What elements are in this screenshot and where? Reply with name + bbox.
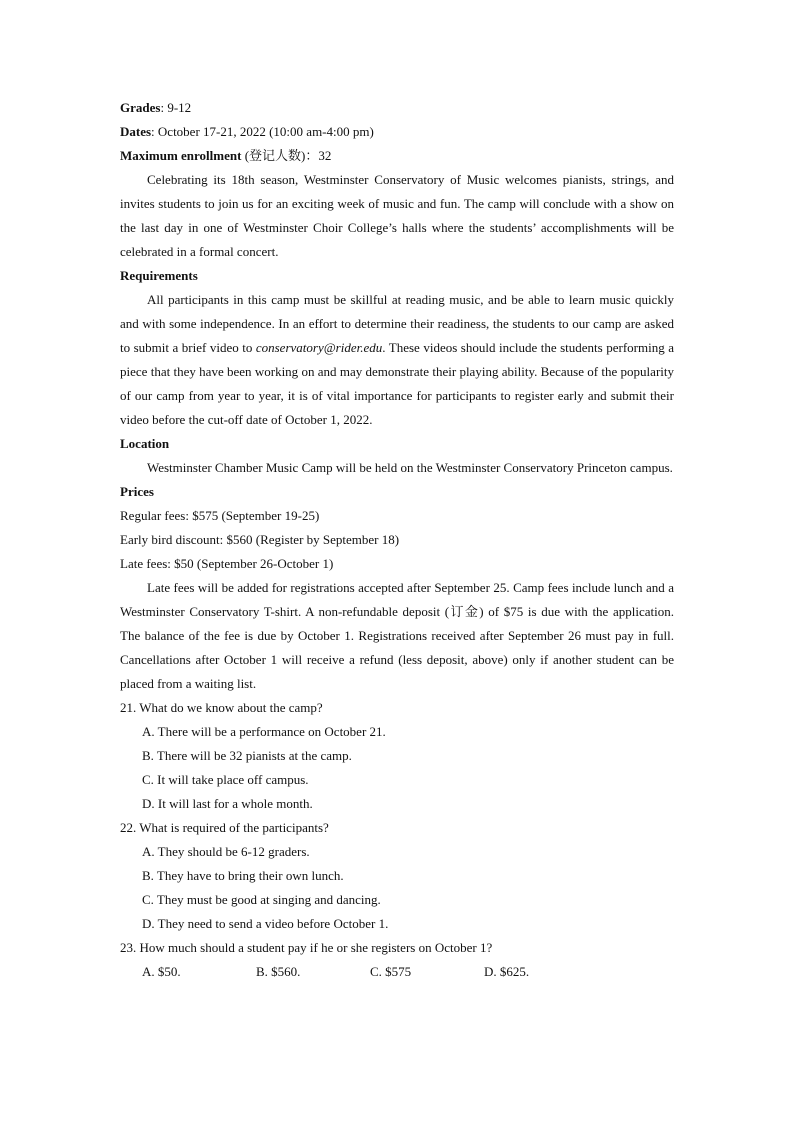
requirements-paragraph bbox=[120, 288, 674, 432]
option-b: B. $560. bbox=[256, 964, 301, 979]
question-21 bbox=[120, 696, 674, 816]
enrollment-note: (登记人数) bbox=[241, 148, 306, 163]
question-stem: 23. How much should a student pay if he or she registers on October 1? bbox=[120, 940, 493, 955]
option-d: D. They need to send a video before October 1. bbox=[142, 916, 389, 931]
requirements-heading: Requirements bbox=[120, 268, 198, 283]
question-stem: 21. What do we know about the camp? bbox=[120, 700, 323, 715]
option-a: A. There will be a performance on October 21. bbox=[142, 724, 386, 739]
option-a: A. They should be 6-12 graders. bbox=[142, 844, 310, 859]
location-heading: Location bbox=[120, 436, 170, 451]
grades-value: : 9-12 bbox=[160, 100, 192, 115]
intro-paragraph: Celebrating its 18th season, Westminster Conservatory of Music welcomes pianists, strings, and invites students to join us for an exciting week of music and fun. The camp will conclude with a show on the last day in one of Westminster Choir College’s halls where the students’ accomplishments will be celebrated in a formal concert. bbox=[120, 172, 674, 259]
enrollment-line bbox=[120, 144, 674, 168]
option-c: C. It will take place off campus. bbox=[142, 772, 309, 787]
regular-fees: Regular fees: $575 (September 19-25) bbox=[120, 508, 320, 523]
option-b: B. There will be 32 pianists at the camp. bbox=[142, 748, 352, 763]
grades-line bbox=[120, 96, 674, 120]
option-list bbox=[120, 720, 674, 816]
enrollment-label: Maximum enrollment bbox=[120, 148, 242, 163]
dates-value: : October 17-21, 2022 (10:00 am-4:00 pm) bbox=[151, 124, 374, 139]
early-bird-fees: Early bird discount: $560 (Register by September 18) bbox=[120, 532, 400, 547]
option-c: C. They must be good at singing and dancing. bbox=[142, 892, 381, 907]
document-page bbox=[120, 96, 674, 984]
question-23 bbox=[120, 936, 674, 984]
email-address: conservatory@rider.edu bbox=[255, 340, 383, 355]
dates-line bbox=[120, 120, 674, 144]
prices-heading: Prices bbox=[120, 484, 154, 499]
option-d: D. It will last for a whole month. bbox=[142, 796, 313, 811]
requirements-text-after: . These videos should include the students performing a piece that they have been working on and may demonstrate their playing ability. Because of the popularity of our camp from year to year, it is of vital importance for participants to register early and submit their video before the cut-off date of October 1, 2022. bbox=[120, 340, 674, 427]
question-22 bbox=[120, 816, 674, 936]
option-d: D. $625. bbox=[484, 964, 530, 979]
grades-label: Grades bbox=[120, 100, 161, 115]
prices-paragraph: Late fees will be added for registrations accepted after September 25. Camp fees include lunch and a Westminster Conservatory T-shirt. A non-refundable deposit (订金) of $75 is due with the application. The balance of the fee is due by October 1. Registrations received after September 26 must pay in full. Cancellations after October 1 will receive a refund (less deposit, above) only if another student can be placed from a waiting list. bbox=[120, 580, 674, 691]
option-c: C. $575 bbox=[370, 964, 412, 979]
dates-label: Dates bbox=[120, 124, 152, 139]
location-paragraph: Westminster Chamber Music Camp will be held on the Westminster Conservatory Princeton campus. bbox=[147, 460, 673, 475]
option-b: B. They have to bring their own lunch. bbox=[142, 868, 344, 883]
enrollment-value: ：32 bbox=[305, 148, 332, 163]
question-stem: 22. What is required of the participants? bbox=[120, 820, 329, 835]
requirements-text-before: All participants in this camp must be skillful at reading music, and be able to learn music quickly and with some independence. In an effort to determine their readiness, the students to our camp are asked to submit a brief video to bbox=[120, 292, 674, 355]
late-fees: Late fees: $50 (September 26-October 1) bbox=[120, 556, 334, 571]
option-row bbox=[120, 960, 674, 984]
option-list bbox=[120, 840, 674, 936]
option-a: A. $50. bbox=[142, 964, 181, 979]
